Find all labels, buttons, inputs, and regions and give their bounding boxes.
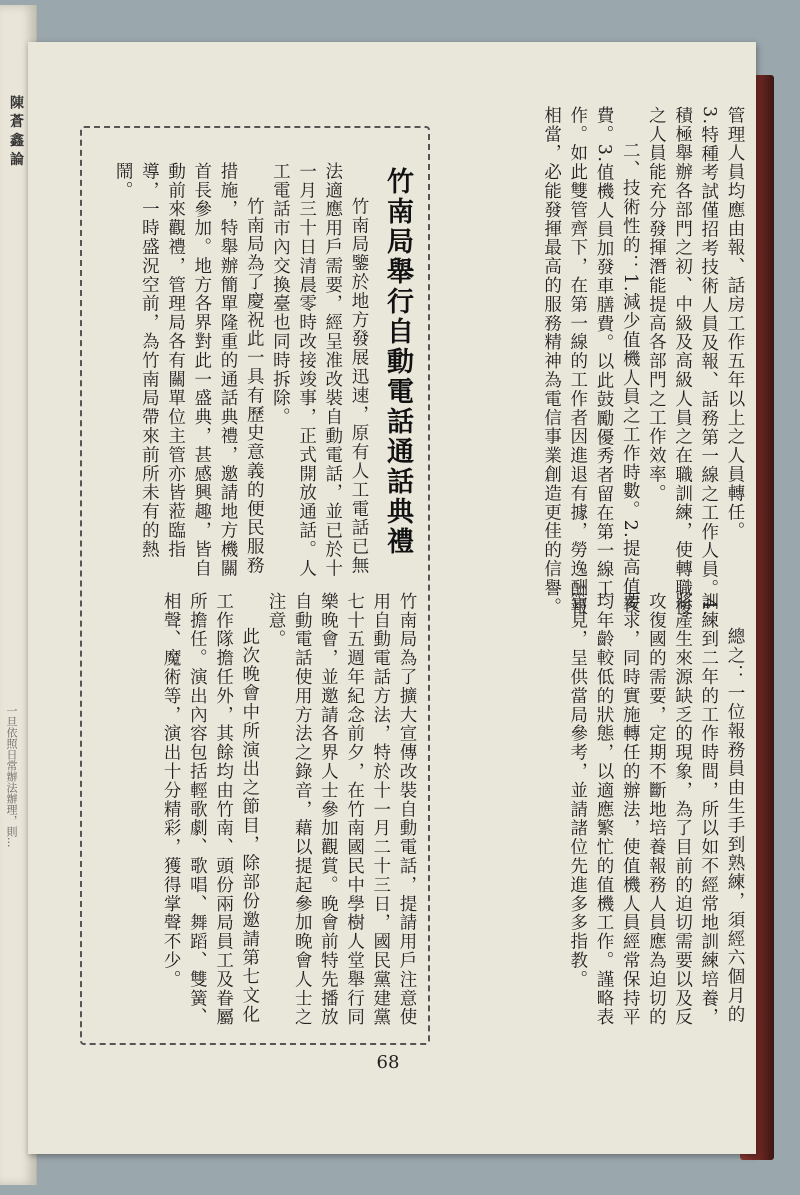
- article-paragraph-1: 竹南局鑒於地方發展迅速，原有人工電話已無法適應用戶需要，經呈准改裝自動電話，並已於十一月三十日清晨零時改接竣事，正式開放通話。人工電話市內交換臺也同時拆除。: [270, 162, 369, 578]
- article-upper-text: [90, 162, 372, 592]
- page-number: 68: [376, 1052, 400, 1073]
- article-paragraph-2: 竹南局為了慶祝此一具有歷史意義的便民服務措施，特舉辦簡單隆重的通話典禮，邀請地方機關首長參加。地方各界對此一盛典，甚感興趣，皆自動前來觀禮，管理局各有關單位主管亦皆蒞臨指導，一時盛況空前，為竹南局帶來前所未有的熱鬧。: [113, 162, 265, 578]
- top-paragraph-3: 二、技術性的：1.減少值機人員之工作時數。2.提高值夜費。3.值機人員加發車膳費。以此鼓勵優秀者留在第一線工作。如此雙管齊下，在第一線的工作者因進退有據，勞逸酬報相當，必能發揮最高的服務精神為電信事業創造更佳的信譽。: [541, 106, 641, 617]
- article-paragraph-4: 此次晚會中所演出之節目，除部份邀請第七文化工作隊擔任外，其餘均由竹南、頭份兩局員工及眷屬所擔任。演出內容包括輕歌劇、歌唱、舞蹈、雙簧、相聲、魔術等，演出十分精彩，獲得掌聲不少。: [161, 592, 260, 1027]
- document-page: [28, 42, 756, 1154]
- top-paragraph-1: 管理人員均應由報、話房工作五年以上之人員轉任。: [725, 106, 745, 541]
- top-paragraph-2: 3.特種考試僅招考技術人員及報、話務第一線之工作人員。4.積極舉辦各部門之初、中級及高級人員之在職訓練，使轉職後之人員能充分發揮潛能提高各部門之工作效率。: [646, 106, 719, 618]
- left-page-bleed-text: 一旦依照日常辦法辦理，則...: [5, 705, 18, 848]
- bottom-paragraph-summary: 總之：一位報務員由生手到熟練，須經六個月的訓練到二年的工作時間，所以如不經常地訓練培養，將產生來源缺乏的現象，為了目前的迫切需要以及反攻復國的需要，定期不斷地培養報務人員應為迫切的要求，同時實施轉任的辦法，使值機人員經常保持平均年齡較低的狀態，以適應繁忙的值機工作。謹略表管見，呈供當局參考，並請諸位先進多多指教。: [567, 592, 745, 1027]
- top-text-block: [448, 106, 748, 626]
- article-lower-text: [90, 592, 420, 1032]
- left-page-spine-text: 陳 蒼 鑫 論: [8, 95, 24, 166]
- bottom-right-text-block: [456, 592, 748, 1032]
- article-paragraph-3: 竹南局為了擴大宣傳改裝自動電話，提請用戶注意使用自動電話方法，特於十一月二十三日，國民黨建黨七十五週年紀念前夕，在竹南國民中學樹人堂舉行同樂晚會，並邀請各界人士參加觀賞。晚會前特先播放自動電話使用方法之錄音，藉以提起參加晚會人士之注意。: [265, 592, 417, 1027]
- article-title: 竹南局舉行自動電話通話典禮: [382, 167, 413, 557]
